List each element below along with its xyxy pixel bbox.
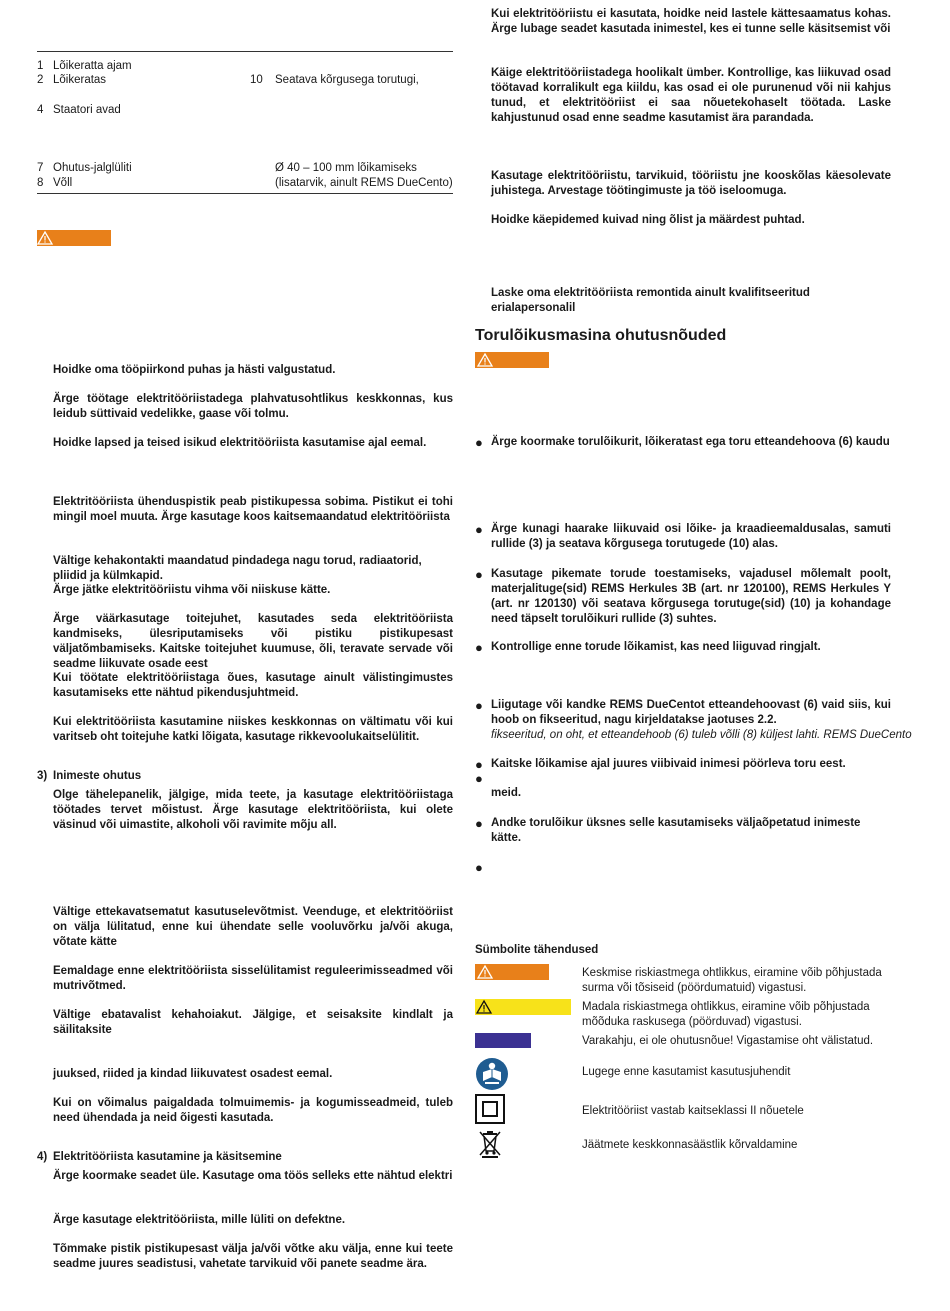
- safety-paragraph: Vältige kehakontakti maandatud pindadega nagu torud, radiaatorid, pliidid ja külmkapid.: [53, 555, 422, 582]
- bullet: ●: [475, 567, 483, 582]
- safety-paragraph: Kasutage elektritööriistu, tarvikuid, tööriistu jne kooskõlas käesolevate juhistega. Arvestage töötingimuste ja töö iseloomuga.: [491, 170, 891, 197]
- bullet-italic-note: fikseeritud, on oht, et etteandehoob (6) tuleb võlli (8) küljest lahti. REMS DueCento: [491, 729, 912, 741]
- symbol-description: Lugege enne kasutamist kasutusjuhendit: [582, 1066, 791, 1078]
- safety-paragraph: Ärge koormake seadet üle. Kasutage oma töös selleks ette nähtud elektri: [53, 1170, 453, 1182]
- safety-paragraph: Käige elektritööriistadega hoolikalt ümber. Kontrollige, kas liikuvad osad töötavad korralikult ega kiildu, kas osad ei ole purunenud või nii kahjus tunud, et elektritööriist ei saa nõuetekohaselt töötada. Laske kahjustunud osad enne seadme kasutamist ära parandada.: [491, 67, 891, 124]
- part-label: Lõikeratas: [53, 74, 107, 86]
- warning-orange-icon: [475, 352, 549, 368]
- part-num: 2: [37, 74, 44, 86]
- safety-paragraph: Hoidke käepidemed kuivad ning õlist ja määrdest puhtad.: [491, 214, 805, 226]
- symbols-title: Sümbolite tähendused: [475, 944, 599, 956]
- part-num: 10: [250, 74, 263, 86]
- bullet-text: meid.: [491, 787, 522, 799]
- notice-navy-swatch: [475, 1033, 531, 1048]
- safety-paragraph: Kui elektritööriista kasutamine niiskes keskkonnas on vältimatu või kui varitseb oht toitejuhe katki lõigata, kasutage rikkevoolukaitselülitit.: [53, 716, 453, 743]
- safety-paragraph: Eemaldage enne elektritööriista sisselülitamist reguleerimisseadmed või mutrivõtmed.: [53, 965, 453, 992]
- bullet: ●: [475, 698, 483, 713]
- bullet-text: Kasutage pikemate torude toestamiseks, vajadusel mõlemalt poolt, materjalituge(sid) REMS Herkules 3B (art. nr 120100), REMS Herkules Y (art. nr 120130) või seatava kõrgusega torutuge(sid) (10) ja kohandage need täpselt torulõikuri rullide (3) suhtes.: [491, 568, 891, 625]
- section-number: 3): [37, 770, 48, 782]
- bullet-text: Ärge kunagi haarake liikuvaid osi lõike- ja kraadieemaldusalas, samuti rullide (3) ja seatava kõrgusega torutugede (10) alas.: [491, 523, 891, 550]
- part-label: Võll: [53, 177, 73, 189]
- part-label: Staatori avad: [53, 104, 121, 116]
- symbol-description: Elektritööriist vastab kaitseklassi II nõuetele: [582, 1105, 804, 1117]
- symbol-description: Madala riskiastmega ohtlikkus, eiramine võib põhjustada mõõduka raskusega (pöörduvad) vigastusi.: [582, 1001, 870, 1028]
- bullet-text: Kontrollige enne torude lõikamist, kas need liiguvad ringjalt.: [491, 641, 821, 653]
- bullet: ●: [475, 771, 483, 786]
- safety-paragraph: Olge tähelepanelik, jälgige, mida teete, ja kasutage elektritööriistaga töötades tervet mõistust. Ärge kasutage elektritööriista, kui olete väsinud või uimastite, alkoholi või ravimite mõju all.: [53, 789, 453, 831]
- read-manual-icon: [475, 1057, 509, 1091]
- parts-top-rule: [37, 51, 453, 52]
- protection-class-ii-icon: [475, 1094, 505, 1124]
- warning-yellow-icon: [475, 999, 571, 1015]
- safety-paragraph: juuksed, riided ja kindad liikuvatest osadest eemal.: [53, 1068, 333, 1080]
- section-heading: Torulõikusmasina ohutusnõuded: [475, 327, 727, 344]
- bullet: ●: [475, 435, 483, 450]
- warning-orange-icon: [37, 230, 111, 246]
- safety-paragraph: Tõmmake pistik pistikupesast välja ja/või võtke aku välja, enne kui teete seadme juures seadistusi, vahetate tarvikuid või panete seadme ära.: [53, 1243, 453, 1270]
- safety-paragraph: Ärge kasutage elektritööriista, mille lüliti on defektne.: [53, 1214, 346, 1226]
- part-num: 7: [37, 162, 44, 174]
- part-label: Seatava kõrgusega torutugi,: [275, 74, 419, 86]
- safety-paragraph: Hoidke oma tööpiirkond puhas ja hästi valgustatud.: [53, 364, 336, 376]
- safety-paragraph: Vältige ebatavalist kehahoiakut. Jälgige, et seisaksite kindlalt ja säilitaksite: [53, 1009, 453, 1036]
- bullet: ●: [475, 816, 483, 831]
- part-label: Lõikeratta ajam: [53, 60, 132, 72]
- bullet-text: Kaitske lõikamise ajal juures viibivaid inimesi pöörleva toru eest.: [491, 758, 846, 770]
- safety-paragraph: Laske oma elektritööriista remontida ainult kvalifitseeritud erialapersonalil: [491, 287, 810, 314]
- warning-orange-icon: [475, 964, 549, 980]
- symbol-description: Keskmise riskiastmega ohtlikkus, eiramine võib põhjustada surma või tõsiseid (pöördumatuid) vigastusi.: [582, 967, 882, 994]
- part-label: Ohutus-jalglüliti: [53, 162, 132, 174]
- section-number: 4): [37, 1151, 48, 1163]
- symbol-description: Varakahju, ei ole ohutusnõue! Vigastamise oht välistatud.: [582, 1035, 874, 1047]
- part-label: (lisatarvik, ainult REMS DueCento): [275, 177, 453, 189]
- safety-paragraph: Kui on võimalus paigaldada tolmuimemis- ja kogumisseadmeid, tuleb need ühendada ja neid õigesti kasutada.: [53, 1097, 453, 1124]
- safety-paragraph: Hoidke lapsed ja teised isikud elektritööriista kasutamise ajal eemal.: [53, 437, 427, 449]
- bullet: ●: [475, 860, 483, 875]
- section-title: Inimeste ohutus: [53, 770, 142, 782]
- bullet-text: Liigutage või kandke REMS DueCentot etteandehoovast (6) vaid siis, kui hoob on fikseeritud, nagu kirjeldatakse jaotuses 2.2.: [491, 699, 891, 726]
- parts-bottom-rule: [37, 193, 453, 194]
- safety-paragraph: Elektritööriista ühenduspistik peab pistikupessa sobima. Pistikut ei tohi mingil moel muuta. Ärge kasutage koos kaitsemaandatud elektritööriista: [53, 496, 453, 523]
- safety-paragraph: Kui töötate elektritööriistaga õues, kasutage ainult välistingimustes kasutamiseks ette nähtud pikendusjuhtmeid.: [53, 672, 453, 699]
- safety-paragraph: Ärge jätke elektritööriistu vihma või niiskuse kätte.: [53, 584, 331, 596]
- safety-paragraph: Kui elektritööriistu ei kasutata, hoidke neid lastele kättesaamatus kohas. Ärge lubage seadet kasutada inimestel, kes ei tunne selle käsitsemist või: [491, 8, 891, 35]
- symbol-description: Jäätmete keskkonnasäästlik kõrvaldamine: [582, 1139, 798, 1151]
- part-num: 1: [37, 60, 44, 72]
- part-num: 4: [37, 104, 44, 116]
- section-title: Elektritööriista kasutamine ja käsitsemine: [53, 1151, 282, 1163]
- bullet: ●: [475, 640, 483, 655]
- safety-paragraph: Vältige ettekavatsematut kasutuselevõtmist. Veenduge, et elektritööriist on välja lülitatud, enne kui ühendate selle vooluvõrku ja/või akuga, võtate kätte: [53, 906, 453, 948]
- part-num: 8: [37, 177, 44, 189]
- weee-bin-icon: [477, 1128, 503, 1158]
- bullet-text: Ärge koormake torulõikurit, lõikeratast ega toru etteandehoova (6) kaudu: [491, 436, 890, 448]
- bullet: ●: [475, 757, 483, 772]
- safety-paragraph: Ärge töötage elektritööriistadega plahvatusohtlikus keskkonnas, kus leidub süttivaid vedelikke, gaase või tolmu.: [53, 393, 453, 420]
- part-label: Ø 40 – 100 mm lõikamiseks: [275, 162, 417, 174]
- bullet: ●: [475, 522, 483, 537]
- safety-paragraph: Ärge väärkasutage toitejuhet, kasutades seda elektritööriista kandmiseks, ülesriputamiseks või pistiku pistikupesast väljatõmbamiseks. Kaitske toitejuhet kuumuse, õli, teravate servade või seadme liikuvate osade eest: [53, 613, 453, 670]
- bullet-text: Andke torulõikur üksnes selle kasutamiseks väljaõpetatud inimeste kätte.: [491, 817, 861, 844]
